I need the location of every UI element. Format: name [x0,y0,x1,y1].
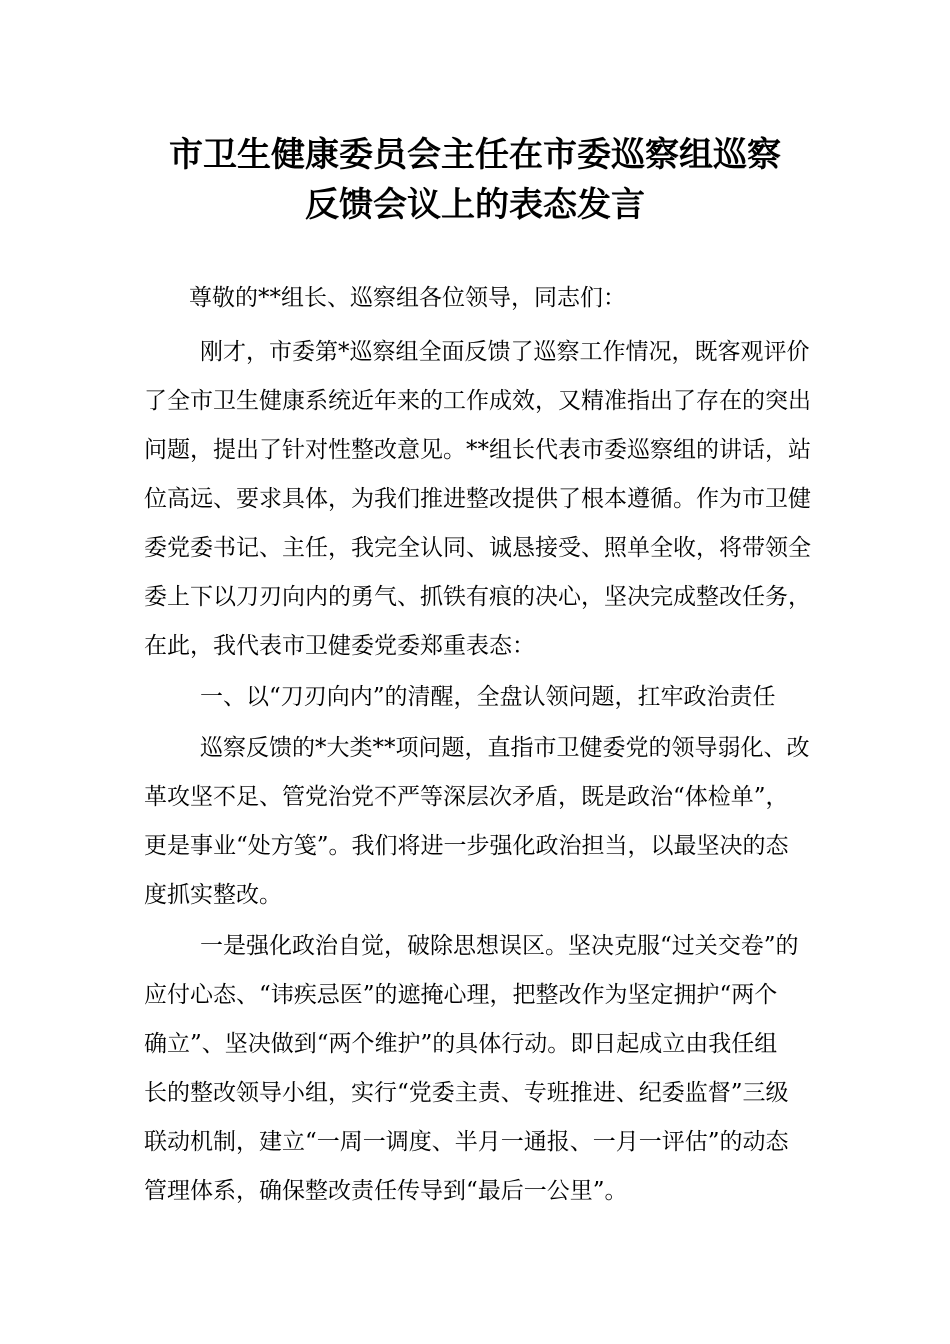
text-line: 度抓实整改。 [144,882,282,908]
text-line: 了全市卫生健康系统近年来的工作成效，又精准指出了存在的突出 [144,388,811,414]
text-line: 刚才，市委第*巡察组全面反馈了巡察工作情况，既客观评价 [200,339,810,365]
text-line: 在此，我代表市卫健委党委郑重表态： [144,633,535,659]
text-line: 革攻坚不足、管党治党不严等深层次矛盾，既是政治“体检单”， [144,784,789,810]
text-line: 巡察反馈的*大类**项问题，直指市卫健委党的领导弱化、改 [200,735,810,761]
section-heading: 一、以“刀刃向内”的清醒，全盘认领问题，扛牢政治责任 [200,684,776,710]
text-line: 委上下以刀刃向内的勇气、抓铁有痕的决心，坚决完成整改任务， [144,584,811,610]
document-title-line-1: 市卫生健康委员会主任在市委巡察组巡察 [169,135,781,175]
text-line: 委党委书记、主任，我完全认同、诚恳接受、照单全收，将带领全 [144,535,811,561]
text-line: 更是事业“处方笺”。我们将进一步强化政治担当，以最坚决的态 [144,833,789,859]
text-line: 位高远、要求具体，为我们推进整改提供了根本遵循。作为市卫健 [144,486,811,512]
text-line: 问题，提出了针对性整改意见。**组长代表市委巡察组的讲话，站 [144,437,811,463]
text-line: 一是强化政治自觉，破除思想误区。坚决克服“过关交卷”的 [200,933,799,959]
salutation-line: 尊敬的**组长、巡察组各位领导，同志们： [189,285,626,311]
text-line: 联动机制，建立“一周一调度、半月一通报、一月一评估”的动态 [144,1129,789,1155]
text-line: 管理体系，确保整改责任传导到“最后一公里”。 [144,1178,628,1204]
text-line: 长的整改领导小组，实行“党委主责、专班推进、纪委监督”三级 [144,1080,789,1106]
document-title-line-2: 反馈会议上的表态发言 [305,185,645,225]
text-line: 应付心态、“讳疾忌医”的遮掩心理，把整改作为坚定拥护“两个 [144,982,778,1008]
text-line: 确立”、坚决做到“两个维护”的具体行动。即日起成立由我任组 [144,1031,778,1057]
